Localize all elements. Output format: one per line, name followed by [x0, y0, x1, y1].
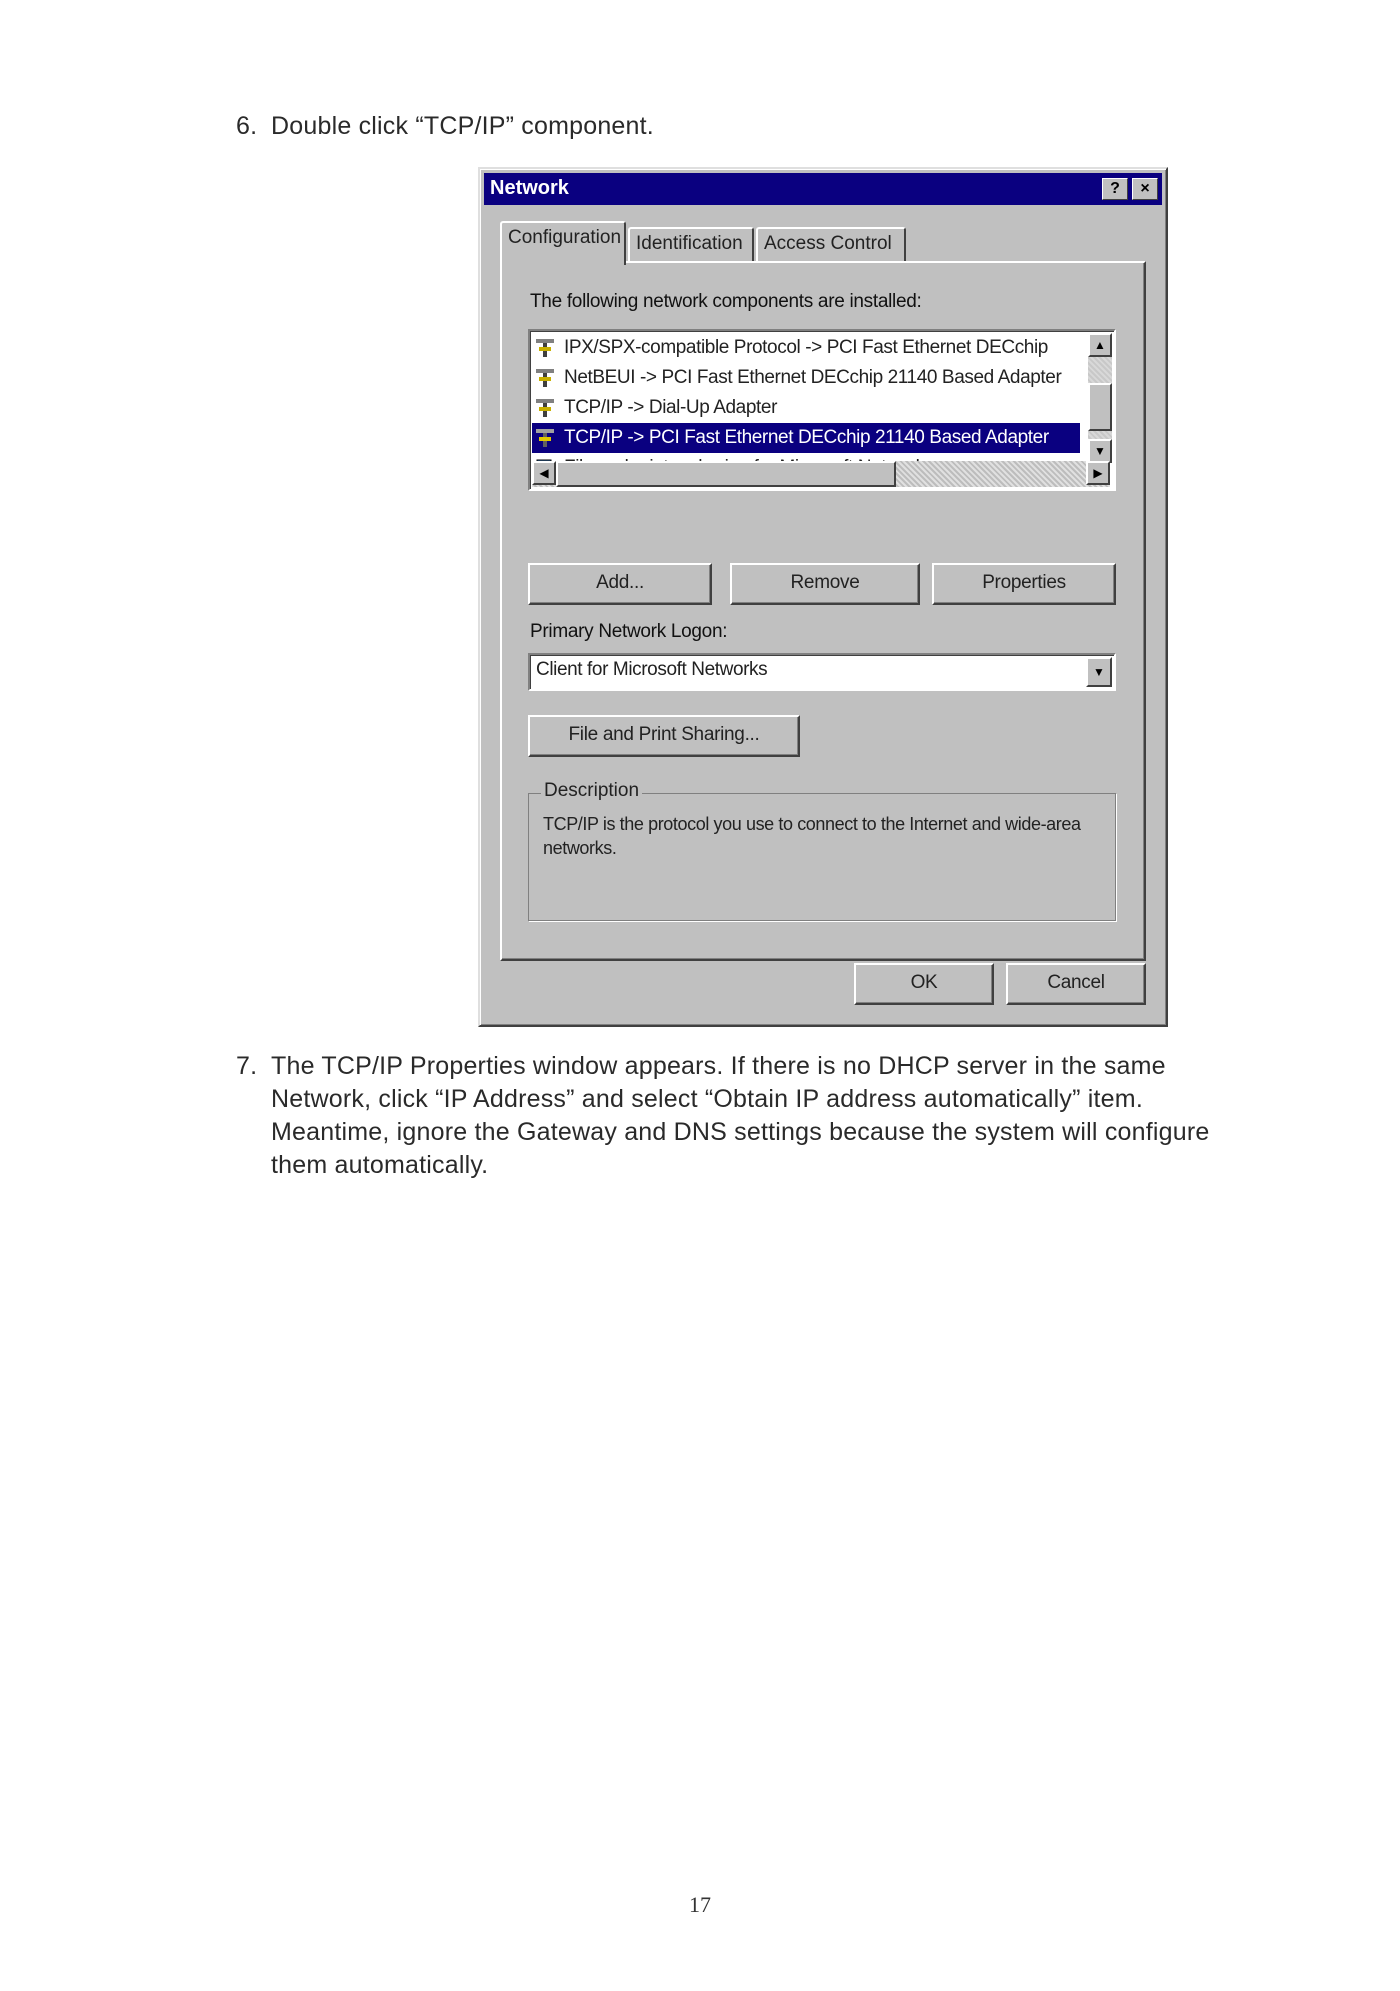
primary-logon-select[interactable]	[528, 653, 1116, 691]
components-label: The following network components are installed:	[530, 291, 922, 312]
add-button[interactable]: Add...	[528, 563, 712, 605]
vertical-scrollbar[interactable]	[1088, 333, 1112, 463]
horizontal-scrollbar[interactable]	[532, 461, 1110, 487]
horizontal-scroll-thumb[interactable]	[556, 461, 896, 487]
components-list[interactable]	[528, 329, 1116, 491]
vertical-scroll-thumb[interactable]	[1088, 383, 1112, 431]
title-bar	[484, 173, 1162, 205]
protocol-icon	[534, 367, 556, 389]
description-legend: Description	[541, 780, 642, 802]
properties-button[interactable]: Properties	[932, 563, 1116, 605]
file-print-sharing-button[interactable]: File and Print Sharing...	[528, 715, 800, 757]
cancel-button[interactable]: Cancel	[1006, 963, 1146, 1005]
list-item-selected[interactable]: TCP/IP -> PCI Fast Ethernet DECchip 21140 Based Adapter	[532, 423, 1080, 453]
protocol-icon	[534, 337, 556, 359]
list-item[interactable]: IPX/SPX-compatible Protocol -> PCI Fast Ethernet DECchip	[532, 333, 1080, 363]
scroll-down-icon[interactable]: ▼	[1088, 439, 1112, 463]
help-button[interactable]: ?	[1102, 178, 1128, 200]
network-dialog	[478, 167, 1168, 1027]
primary-logon-label: Primary Network Logon:	[530, 621, 728, 642]
protocol-icon	[534, 427, 556, 449]
step-text: The TCP/IP Properties window appears. If there is no DHCP server in the same Network, click “IP Address” and select “Obtain IP address automatically” item. Meantime, ignore the Gateway and DNS settings because the system will configure them automatically.	[271, 1052, 1210, 1179]
description-group	[528, 780, 1116, 921]
ok-button[interactable]: OK	[854, 963, 994, 1005]
dialog-title: Network	[490, 177, 569, 199]
description-text: TCP/IP is the protocol you use to connect to the Internet and wide-area networks.	[543, 814, 1081, 858]
step-text: Double click “TCP/IP” component.	[271, 112, 654, 140]
chevron-down-icon[interactable]: ▼	[1086, 657, 1112, 687]
tab-access-control[interactable]: Access Control	[756, 227, 906, 261]
step-7	[236, 1050, 1236, 1190]
page-number: 17	[689, 1892, 711, 1917]
tab-identification[interactable]: Identification	[628, 227, 754, 261]
close-button[interactable]: ×	[1132, 178, 1158, 200]
list-item[interactable]: TCP/IP -> Dial-Up Adapter	[532, 393, 1080, 423]
list-item[interactable]: NetBEUI -> PCI Fast Ethernet DECchip 21140 Based Adapter	[532, 363, 1080, 393]
protocol-icon	[534, 397, 556, 419]
step-number: 7.	[236, 1052, 258, 1080]
tab-configuration[interactable]: Configuration	[500, 221, 626, 265]
scroll-left-icon[interactable]: ◀	[532, 461, 556, 485]
scroll-right-icon[interactable]: ▶	[1086, 461, 1110, 485]
remove-button[interactable]: Remove	[730, 563, 920, 605]
scroll-up-icon[interactable]: ▲	[1088, 333, 1112, 357]
step-6	[236, 110, 1236, 144]
primary-logon-value: Client for Microsoft Networks	[536, 659, 768, 680]
step-number: 6.	[236, 112, 258, 140]
